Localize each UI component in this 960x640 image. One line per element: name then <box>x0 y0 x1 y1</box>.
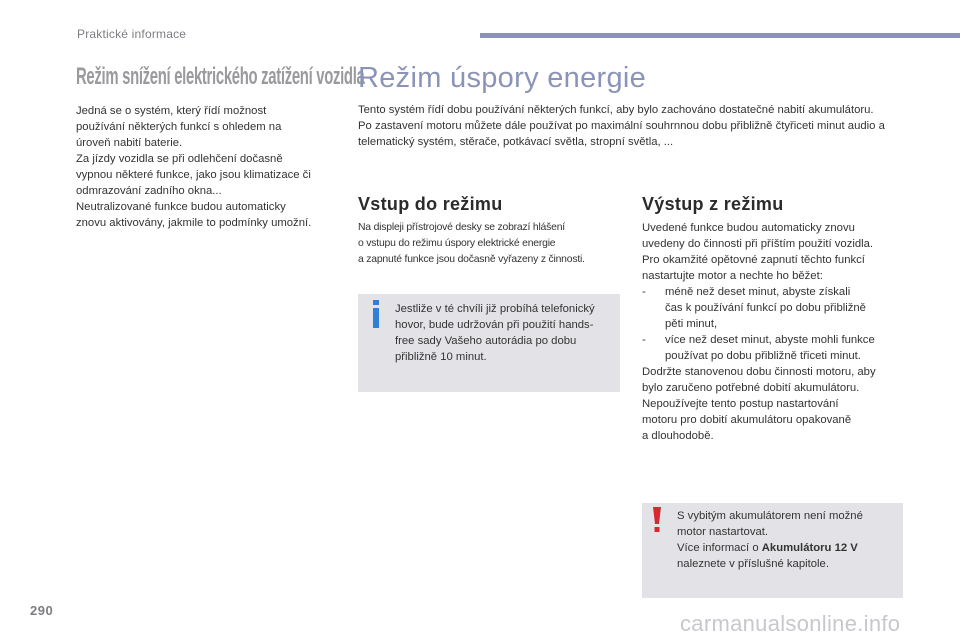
watermark: carmanualsonline.info <box>680 611 901 636</box>
vstup-heading: Vstup do režimu <box>358 194 503 214</box>
list-item: - více než deset minut, abyste mohli funkce používat po dobu přibližně třiceti minut. <box>642 334 875 362</box>
info-icon <box>369 300 383 328</box>
vystup-heading: Výstup z režimu <box>642 194 784 214</box>
left-section-title: Režim snížení elektrického zatížení vozidla <box>76 63 365 90</box>
list-item: - méně než deset minut, abyste získali čas k používání funkcí po dobu přibližně pěti minut, <box>642 286 866 330</box>
section-label: Praktické informace <box>77 27 187 41</box>
intro-paragraph-2: Po zastavení motoru můžete dále používat po maximální souhrnnou dobu přibližně čtyřiceti minut audio a telematický systém, stěrače, potkávací světla, stropní světla, ... <box>358 120 885 148</box>
left-section-text: Jedná se o systém, který řídí možnost používání některých funkcí s ohledem na úroveň nabití baterie. Za jízdy vozidla se při odlehčení dočasně vypnou některé funkce, jako jsou klimatizace či odmrazování zadního okna... Neutralizované funkce budou automaticky znovu aktivovány, jakmile to podmínky umožní. <box>76 105 312 229</box>
battery-link-text: Akumulátoru 12 V <box>761 542 858 554</box>
info-note-text: Jestliže v té chvíli již probíhá telefonický hovor, bude udržován při použití hands- free sady Vašeho autorádia po dobu přibližně 10 minut. <box>395 303 595 363</box>
page-title: Režim úspory energie <box>358 62 647 94</box>
vstup-text: Na displeji přístrojové desky se zobrazí hlášení o vstupu do režimu úspory elektrické energie a zapnuté funkce jsou dočasně vyřazeny z činnosti. <box>358 222 585 265</box>
header-accent-bar <box>480 33 960 38</box>
intro-text <box>358 102 903 150</box>
warning-note-text: S vybitým akumulátorem není možné motor nastartovat. Více informací o Akumulátoru 12 V naleznete v příslušné kapitole. <box>677 510 863 570</box>
intro-paragraph-1: Tento systém řídí dobu používání některých funkcí, aby bylo zachováno dostatečné nabití akumulátoru. <box>358 104 874 116</box>
warning-exclamation-icon <box>650 507 664 533</box>
vystup-text: Uvedené funkce budou automaticky znovu uvedeny do činnosti při příštím použití vozidla. Pro okamžité opětovné zapnutí těchto funkcí nastartujte motor a nechte ho běžet: - méně než deset minut, abyste získali čas k používání funkcí po dobu přibližně pěti minut, - více než deset minut, abyste mohli funkce používat po dobu přibližně třiceti minut. Dodržte stanovenou dobu činnosti motoru, aby bylo zaručeno potřebné dobití akumulátoru. Nepoužívejte tento postup nastartování motoru pro dobití akumulátoru opakovaně a dlouhodobě. <box>642 220 904 444</box>
page-number: 290 <box>30 603 54 618</box>
